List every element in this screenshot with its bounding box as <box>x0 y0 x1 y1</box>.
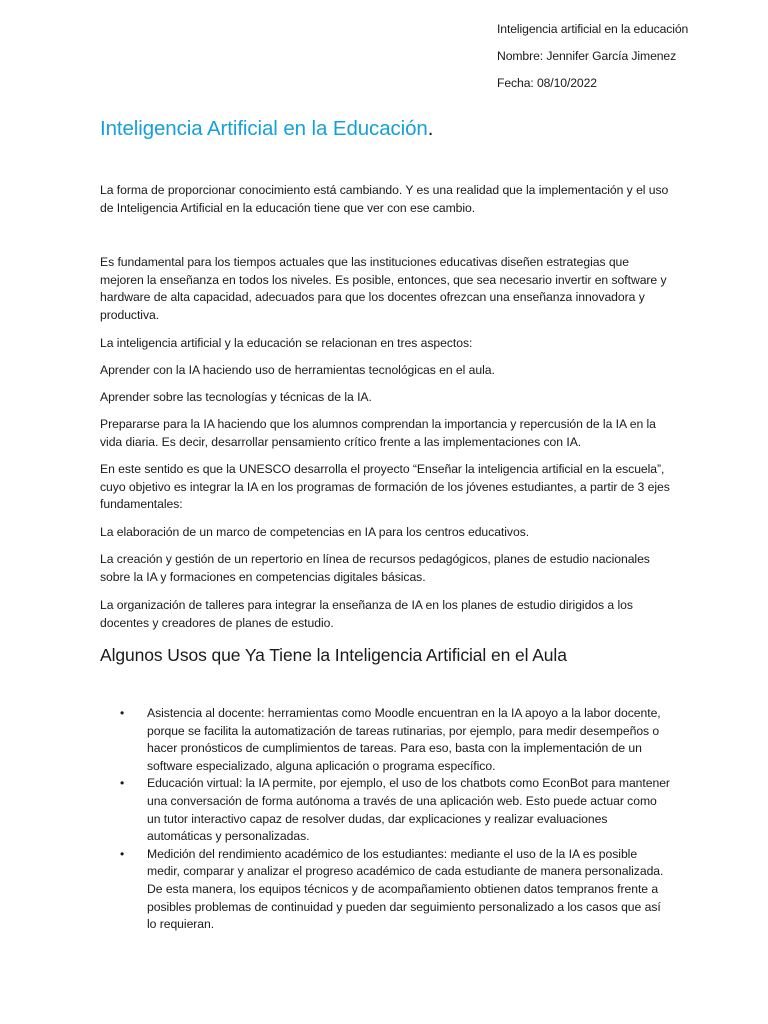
list-item <box>100 846 670 934</box>
paragraph: Es fundamental para los tiempos actuales que las instituciones educativas diseñen estrategias que mejoren la enseñanza en todos los niveles. Es posible, entonces, que sea necesario invertir en software y hardware de alta capacidad, adecuados para que los docentes ofrezcan una enseñanza innovadora y productiva. <box>100 255 667 322</box>
uses-bullet-list <box>100 705 670 934</box>
list-item-text: Educación virtual: la IA permite, por ejemplo, el uso de los chatbots como EconBot para mantener una conversación de forma autónoma a través de una aplicación web. Esto puede actuar como un tutor interactivo capaz de resolver dudas, dar explicaciones y realizar evaluaciones automáticas y personalizadas. <box>147 776 670 844</box>
paragraph-unesco <box>100 461 670 514</box>
paragraph: La forma de proporcionar conocimiento está cambiando. Y es una realidad que la implementación y el uso de Inteligencia Artificial en la educación tiene que ver con ese cambio. <box>100 183 669 215</box>
bullet-icon: • <box>120 846 125 861</box>
paragraph-aspect-3 <box>100 416 670 451</box>
paragraph: La elaboración de un marco de competencias en IA para los centros educativos. <box>100 525 530 539</box>
document-title-period: . <box>427 117 434 140</box>
paragraph-axis-3 <box>100 597 670 632</box>
list-item-text: Medición del rendimiento académico de los estudiantes: mediante el uso de la IA es posible medir, comparar y analizar el progreso académico de cada estudiante de manera personalizada. De esta manera, los equipos técnicos y de acompañamiento obtienen datos tempranos frente a posibles problemas de continuidad y pueden dar seguimiento personalizado a los casos que así lo requieran. <box>147 846 664 932</box>
paragraph: En este sentido es que la UNESCO desarrolla el proyecto “Enseñar la inteligencia artificial en la escuela”, cuyo objetivo es integrar la IA en los programas de formación de los jóvenes estudiantes, a partir de 3 ejes fundamentales: <box>100 462 670 512</box>
paragraph-axis-1 <box>100 524 670 542</box>
paragraph-intro <box>100 182 670 217</box>
document-title <box>100 116 433 142</box>
paragraph-fundamental <box>100 254 670 324</box>
paragraph: La inteligencia artificial y la educación se relacionan en tres aspectos: <box>100 336 473 350</box>
paragraph-axis-2 <box>100 551 670 586</box>
section-heading: Algunos Usos que Ya Tiene la Inteligencia Artificial en el Aula <box>100 645 567 665</box>
header-author-name: Nombre: Jennifer García Jimenez <box>497 49 677 63</box>
paragraph: Aprender sobre las tecnologías y técnicas de la IA. <box>100 390 372 404</box>
list-item <box>100 775 670 845</box>
bullet-icon: • <box>120 706 125 720</box>
paragraph: Aprender con la IA haciendo uso de herramientas tecnológicas en el aula. <box>100 363 495 377</box>
paragraph-aspect-1 <box>100 362 670 380</box>
paragraph-aspect-2 <box>100 389 670 407</box>
list-item-text: Asistencia al docente: herramientas como Moodle encuentran en la IA apoyo a la labor docente, porque se facilita la automatización de tareas rutinarias, por ejemplo, para medir desempeños o hacer pronósticos de cumplimientos de tareas. Para eso, basta con la implementación de un software especializado, alguna aplicación o programa específico. <box>147 706 661 773</box>
paragraph: La creación y gestión de un repertorio en línea de recursos pedagógicos, planes de estudio nacionales sobre la IA y formaciones en competencias digitales básicas. <box>100 552 650 584</box>
header-doc-subject: Inteligencia artificial en la educación <box>497 22 689 36</box>
bullet-icon: • <box>120 776 125 791</box>
paragraph: La organización de talleres para integrar la enseñanza de IA en los planes de estudio dirigidos a los docentes y creadores de planes de estudio. <box>100 598 633 630</box>
paragraph-three-aspects <box>100 335 670 353</box>
paragraph: Prepararse para la IA haciendo que los alumnos comprendan la importancia y repercusión de la IA en la vida diaria. Es decir, desarrollar pensamiento crítico frente a las implementaciones con IA. <box>100 417 656 449</box>
document-title-text: Inteligencia Artificial en la Educación <box>100 117 428 140</box>
header-date: Fecha: 08/10/2022 <box>497 76 597 90</box>
list-item <box>100 705 670 775</box>
